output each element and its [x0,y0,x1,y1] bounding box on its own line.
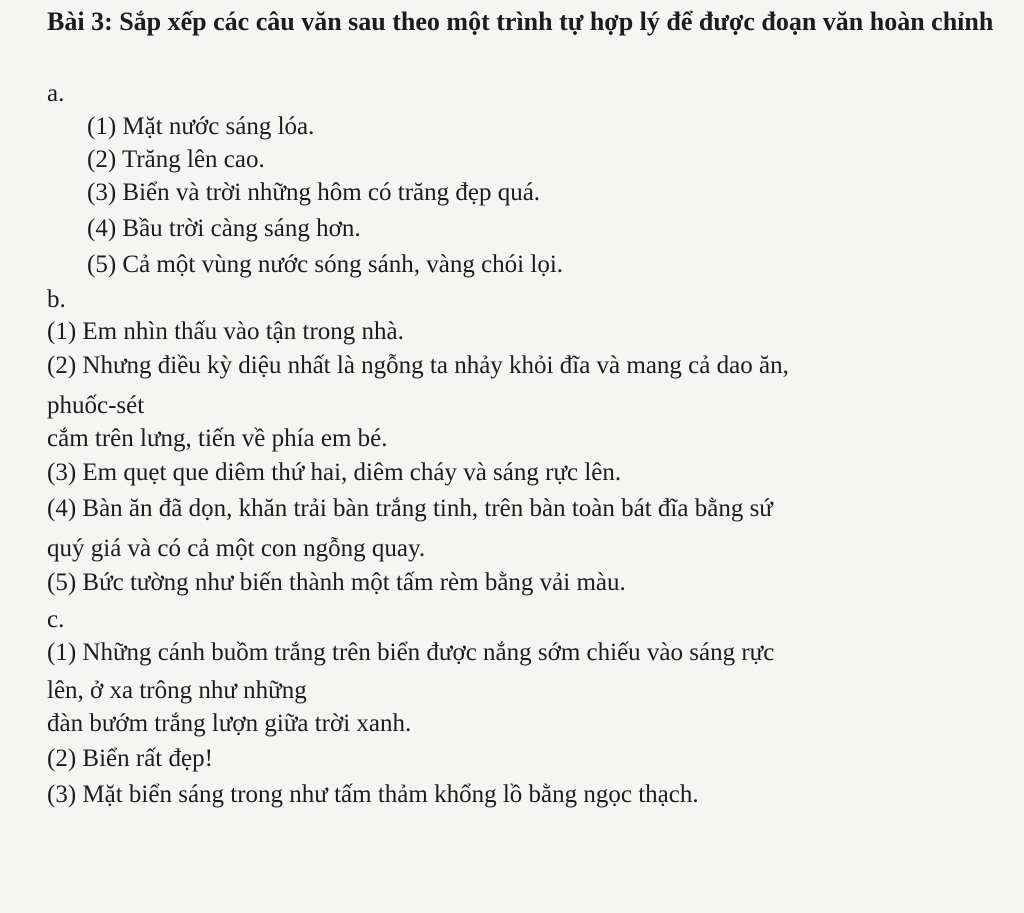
section-a-sentence-2: (2) Trăng lên cao. [87,146,265,173]
section-b-sentence-3: (3) Em quẹt que diêm thứ hai, diêm cháy và sáng rực lên. [47,459,622,486]
section-b-label: b. [47,286,66,313]
section-a-sentence-4: (4) Bầu trời càng sáng hơn. [87,215,361,242]
section-b-sentence-5: (5) Bức tường như biến thành một tấm rèm bằng vải màu. [47,569,626,596]
section-c-sentence-2: (2) Biển rất đẹp! [47,745,213,772]
section-b-sentence-2-cont-1: phuốc-sét [47,392,145,419]
section-c-label: c. [47,606,65,633]
section-c-sentence-1-cont-1: lên, ở xa trông như những [47,677,307,704]
section-a-sentence-3: (3) Biển và trời những hôm có trăng đẹp quá. [87,179,541,206]
section-b-sentence-4: (4) Bàn ăn đã dọn, khăn trải bàn trắng tinh, trên bàn toàn bát đĩa bằng sứ [47,495,773,522]
section-c-sentence-1-cont-2: đàn bướm trắng lượn giữa trời xanh. [47,710,412,737]
section-a-sentence-5: (5) Cả một vùng nước sóng sánh, vàng chói lọi. [87,251,564,278]
section-b-sentence-4-cont: quý giá và có cả một con ngỗng quay. [47,535,426,562]
section-a-sentence-1: (1) Mặt nước sáng lóa. [87,113,315,140]
section-c-sentence-1: (1) Những cánh buồm trắng trên biển được nắng sớm chiếu vào sáng rực [47,639,775,666]
section-b-sentence-2: (2) Nhưng điều kỳ diệu nhất là ngỗng ta nhảy khỏi đĩa và mang cả dao ăn, [47,352,789,379]
section-a-label: a. [47,80,65,107]
exercise-title: Bài 3: Sắp xếp các câu văn sau theo một trình tự hợp lý để được đoạn văn hoàn chỉnh [47,7,994,36]
section-c-sentence-3: (3) Mặt biển sáng trong như tấm thảm khổng lồ bằng ngọc thạch. [47,781,699,808]
section-b-sentence-2-cont-2: cắm trên lưng, tiến về phía em bé. [47,425,388,452]
section-b-sentence-1: (1) Em nhìn thấu vào tận trong nhà. [47,318,404,345]
